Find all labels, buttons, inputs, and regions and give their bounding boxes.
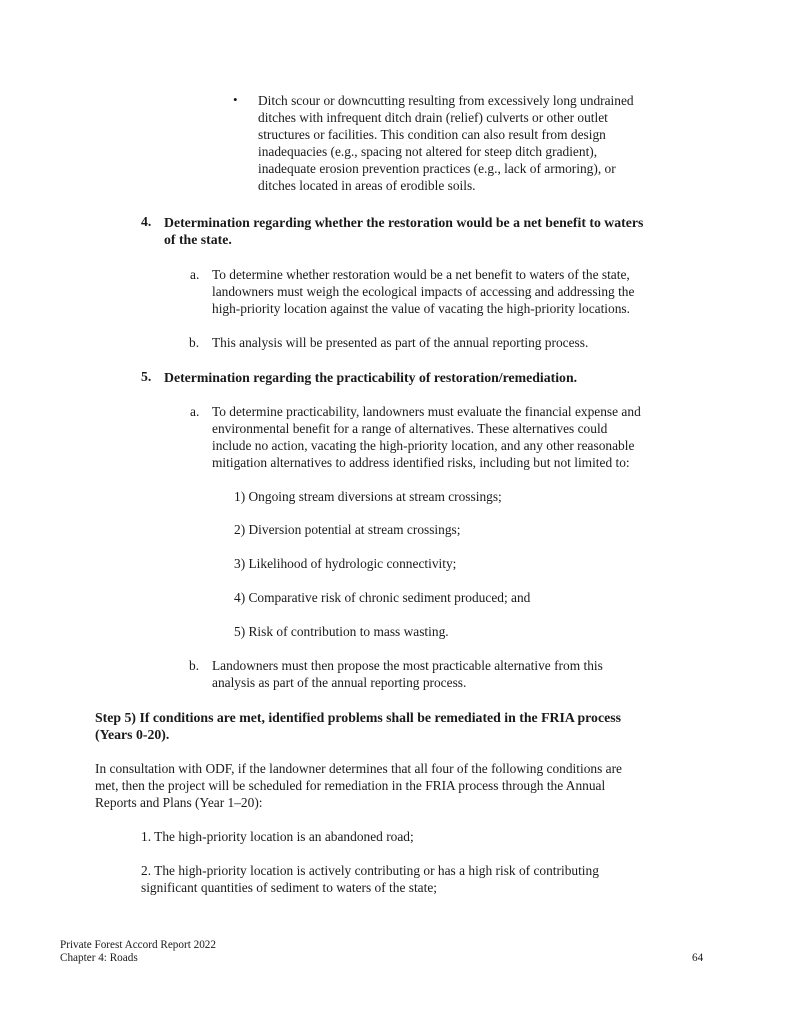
alternative-item: 4) Comparative risk of chronic sediment produced; and (234, 590, 531, 605)
item-4a-line: high-priority location against the value of vacating the high-priority locations. (212, 301, 630, 316)
item-4a-line: landowners must weigh the ecological impacts of accessing and addressing the (212, 284, 635, 299)
step-5-heading: (Years 0-20). (95, 727, 170, 742)
item-4a-line: To determine whether restoration would be a net benefit to waters of the state, (212, 267, 630, 282)
item-4-number: 4. (141, 214, 152, 229)
step-5-paragraph-line: met, then the project will be scheduled for remediation in the FRIA process through the Annual (95, 778, 606, 793)
bullet-line: inadequate erosion prevention practices (e.g., lack of armoring), or (258, 161, 616, 176)
condition-item: significant quantities of sediment to waters of the state; (141, 880, 438, 895)
item-5a-line: To determine practicability, landowners must evaluate the financial expense and (212, 404, 641, 419)
item-5-number: 5. (141, 369, 152, 384)
alternative-item: 5) Risk of contribution to mass wasting. (234, 624, 449, 639)
item-5a-line: include no action, vacating the high-priority location, and any other reasonable (212, 438, 635, 453)
bullet-line: structures or facilities. This condition can also result from design (258, 127, 606, 142)
step-5-heading: Step 5) If conditions are met, identified problems shall be remediated in the FRIA process (95, 710, 621, 725)
bullet-line: Ditch scour or downcutting resulting from excessively long undrained (258, 93, 634, 108)
item-5a-letter: a. (190, 404, 200, 419)
bullet-line: inadequacies (e.g., spacing not altered for steep ditch gradient), (258, 144, 598, 159)
item-5b-line: analysis as part of the annual reporting process. (212, 675, 467, 690)
item-4b-letter: b. (189, 335, 200, 350)
item-5a-line: mitigation alternatives to address identified risks, including but not limited to: (212, 455, 630, 470)
alternative-item: 1) Ongoing stream diversions at stream crossings; (234, 489, 502, 504)
item-5b-line: Landowners must then propose the most practicable alternative from this (212, 658, 603, 673)
footer-chapter: Chapter 4: Roads (60, 952, 138, 964)
item-4b-line: This analysis will be presented as part of the annual reporting process. (212, 335, 589, 350)
step-5-paragraph-line: In consultation with ODF, if the landowner determines that all four of the following conditions are (95, 761, 622, 776)
footer-report-title: Private Forest Accord Report 2022 (60, 939, 216, 951)
bullet-line: ditches with infrequent ditch drain (relief) culverts or other outlet (258, 110, 608, 125)
item-4-heading: of the state. (164, 232, 232, 247)
page-number: 64 (692, 952, 704, 964)
alternative-item: 3) Likelihood of hydrologic connectivity; (234, 556, 457, 571)
item-5b-letter: b. (189, 658, 200, 673)
condition-item: 2. The high-priority location is actively contributing or has a high risk of contributing (141, 863, 599, 878)
item-5a-line: environmental benefit for a range of alternatives. These alternatives could (212, 421, 608, 436)
item-4-heading: Determination regarding whether the restoration would be a net benefit to waters (164, 215, 644, 230)
bullet-marker: • (233, 92, 238, 107)
alternative-item: 2) Diversion potential at stream crossings; (234, 522, 461, 537)
item-5-heading: Determination regarding the practicability of restoration/remediation. (164, 370, 578, 385)
step-5-paragraph-line: Reports and Plans (Year 1–20): (95, 795, 263, 810)
bullet-line: ditches located in areas of erodible soils. (258, 178, 476, 193)
item-4a-letter: a. (190, 267, 200, 282)
condition-item: 1. The high-priority location is an abandoned road; (141, 829, 414, 844)
